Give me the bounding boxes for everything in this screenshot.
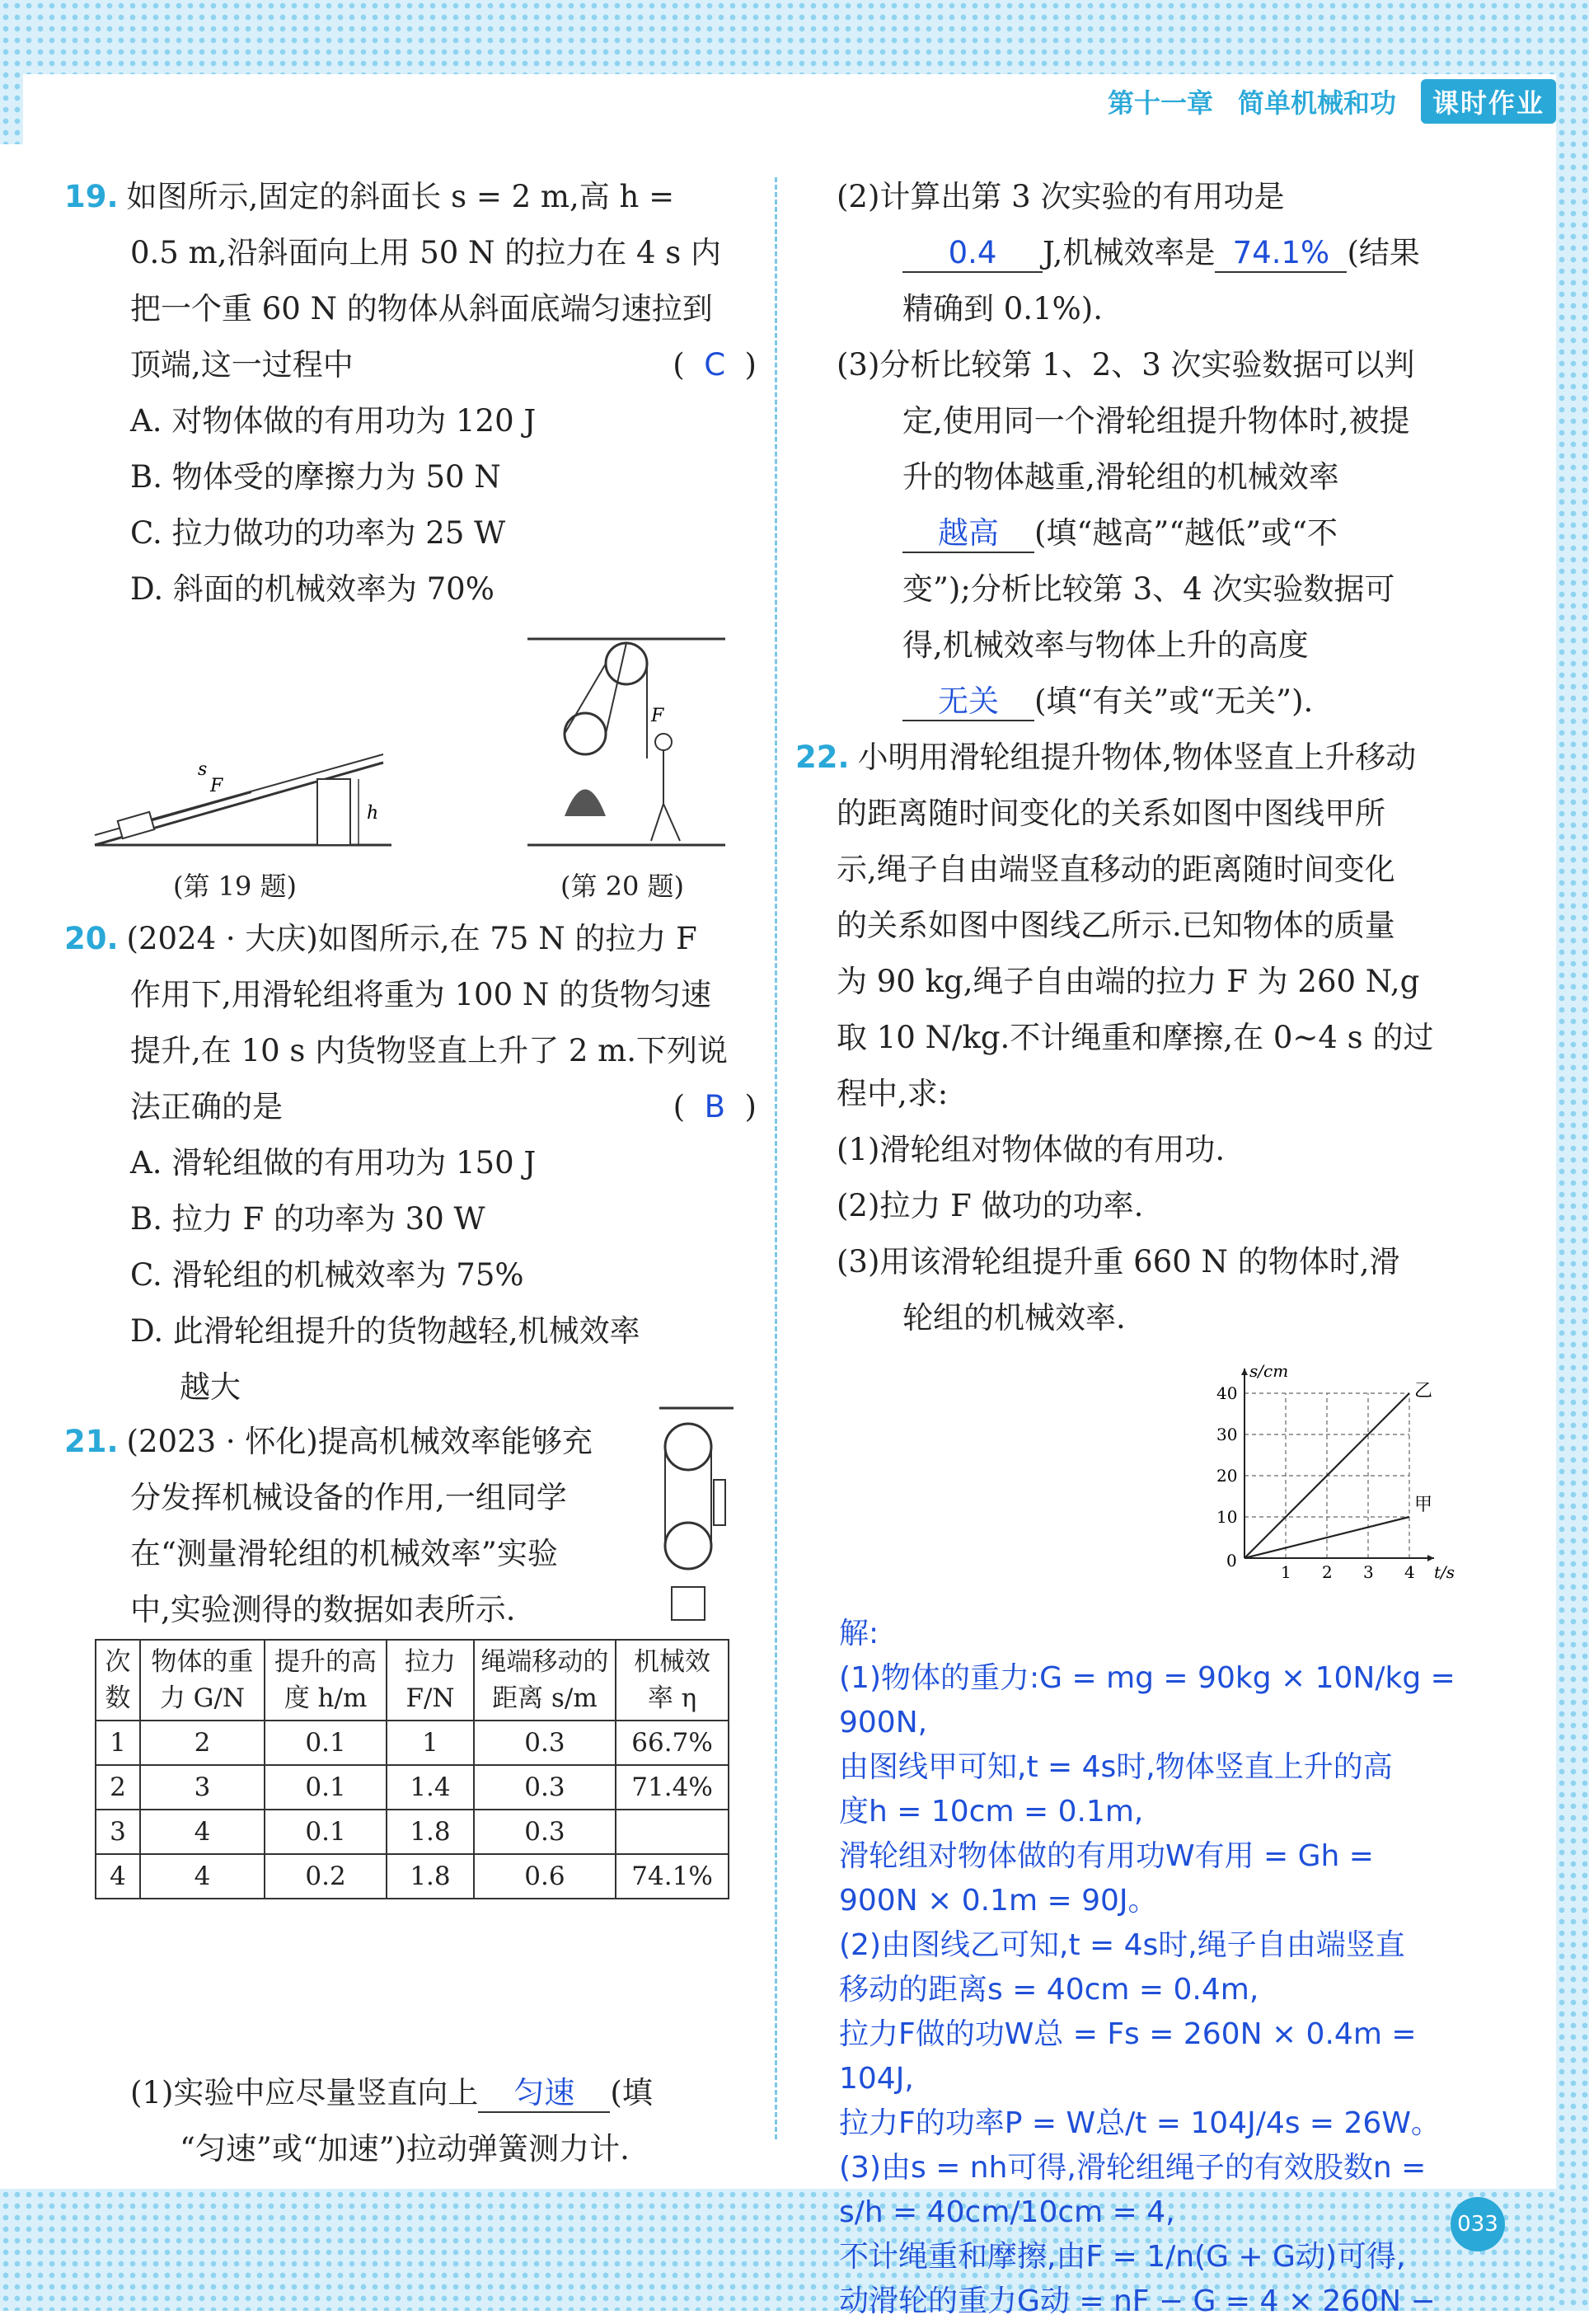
table-cell: 71.4% bbox=[616, 1765, 729, 1810]
table-cell: 2 bbox=[140, 1721, 265, 1765]
solution bbox=[839, 1612, 1490, 2324]
q22-line: 取 10 N/kg.不计绳重和摩擦,在 0~4 s 的过 bbox=[837, 1020, 1434, 1055]
q21-line: (2023 · 怀化)提高机械效率能够充 bbox=[126, 1424, 593, 1459]
svg-text:h: h bbox=[367, 803, 379, 824]
q21-part3-line5: 变”);分析比较第 3、4 次实验数据可 bbox=[902, 571, 1395, 607]
q22-part3: (3)用该滑轮组提升重 660 N 的物体时,滑 bbox=[837, 1244, 1400, 1279]
q20-option-b: B. 拉力 F 的功率为 30 W bbox=[130, 1201, 485, 1237]
table-cell: 0.2 bbox=[265, 1854, 387, 1899]
table-cell: 0.1 bbox=[265, 1810, 387, 1854]
table-cell: 4 bbox=[96, 1854, 140, 1899]
q19-number: 19. bbox=[64, 179, 119, 214]
q21-part3-line1: (3)分析比较第 1、2、3 次实验数据可以判 bbox=[837, 347, 1415, 383]
pulley-setup-figure bbox=[651, 1401, 742, 1632]
q22-line: 的关系如图中图线乙所示.已知物体的质量 bbox=[837, 908, 1395, 943]
page-header bbox=[1108, 78, 1556, 124]
q20-line: (2024 · 大庆)如图所示,在 75 N 的拉力 F bbox=[126, 921, 697, 956]
table-row bbox=[96, 1854, 729, 1899]
table-cell: 0.6 bbox=[474, 1854, 616, 1899]
x-tick-label: 4 bbox=[1404, 1562, 1415, 1582]
table-cell: 74.1% bbox=[616, 1854, 729, 1899]
side-pattern bbox=[1556, 0, 1589, 2311]
series-line bbox=[1244, 1517, 1409, 1558]
solution-line: (3)由s = nh可得,滑轮组绳子的有效股数n = bbox=[839, 2151, 1427, 2185]
solution-line: (2)由图线乙可知,t = 4s时,绳子自由端竖直 bbox=[839, 1928, 1405, 1962]
solution-line: 拉力F的功率P = W总/t = 104J/4s = 26W。 bbox=[839, 2106, 1441, 2140]
q22-line: 的距离随时间变化的关系如图中图线甲所 bbox=[837, 796, 1385, 831]
fig20-caption: (第 20 题) bbox=[560, 871, 685, 902]
q22 bbox=[795, 730, 1496, 1346]
q20-number: 20. bbox=[64, 921, 119, 956]
solution-line: 拉力F做的功W总 = Fs = 260N × 0.4m = bbox=[839, 2017, 1417, 2051]
table-cell: 4 bbox=[140, 1854, 265, 1899]
chapter-label: 第十一章 bbox=[1107, 87, 1213, 119]
y-tick-label: 30 bbox=[1216, 1425, 1238, 1444]
svg-text:F: F bbox=[210, 776, 223, 796]
q21-p3-answer2: 无关 bbox=[902, 683, 1034, 721]
q22-line: 为 90 kg,绳子自由端的拉力 F 为 260 N,g bbox=[837, 964, 1420, 999]
q21-line: 在“测量滑轮组的机械效率”实验 bbox=[130, 1536, 558, 1571]
x-axis-label: t/s bbox=[1434, 1562, 1455, 1582]
left-column bbox=[64, 169, 757, 617]
q21-part1: (1)实验中应尽量竖直向上 匀速 (填 “匀速”或“加速”)拉动弹簧测力计. bbox=[64, 2065, 757, 2177]
solution-line: 104J, bbox=[839, 2062, 914, 2096]
q21-part3-line7: 无关 (填“有关”或“无关”). bbox=[837, 674, 1496, 730]
q21-p1-line2: “匀速”或“加速”)拉动弹簧测力计. bbox=[180, 2131, 630, 2167]
page-number: 033 bbox=[1451, 2197, 1505, 2251]
solution-line: 由图线甲可知,t = 4s时,物体竖直上升的高 bbox=[839, 1750, 1393, 1784]
right-column bbox=[795, 169, 1496, 1346]
q21-number: 21. bbox=[64, 1424, 119, 1459]
table-cell: 66.7% bbox=[616, 1721, 729, 1765]
table-cell: 4 bbox=[140, 1810, 265, 1854]
q21-part3-line2: 定,使用同一个滑轮组提升物体时,被提 bbox=[902, 403, 1410, 439]
q19 bbox=[64, 169, 757, 617]
experiment-table bbox=[95, 1639, 729, 1899]
solution-line: (1)物体的重力:G = mg = 90kg × 10N/kg = bbox=[839, 1661, 1455, 1695]
q19-option-d: D. 斜面的机械效率为 70% bbox=[130, 571, 495, 607]
table-cell: 1.8 bbox=[387, 1854, 474, 1899]
solution-line: 移动的距离s = 40cm = 0.4m, bbox=[839, 1973, 1259, 2007]
solution-line: 不计绳重和摩擦,由F = 1/n(G + G动)可得, bbox=[839, 2240, 1406, 2274]
q20-line: 法正确的是 ( B ) bbox=[130, 1089, 757, 1124]
table-cell: 3 bbox=[140, 1765, 265, 1810]
table-header: 绳端移动的距离 s/m bbox=[474, 1640, 616, 1721]
table-cell: 0.3 bbox=[474, 1765, 616, 1810]
table-cell bbox=[616, 1810, 729, 1854]
x-axis-arrow bbox=[1427, 1555, 1434, 1561]
q19-line: 把一个重 60 N 的物体从斜面底端匀速拉到 bbox=[130, 291, 713, 326]
fig19-caption: (第 19 题) bbox=[173, 871, 298, 902]
origin-label: 0 bbox=[1226, 1551, 1237, 1570]
q19-line: 顶端,这一过程中 ( C ) bbox=[130, 347, 757, 383]
table-cell: 1 bbox=[96, 1721, 140, 1765]
q21-part3-line4: 越高 (填“越高”“越低”或“不 bbox=[837, 505, 1496, 561]
q20-option-d: D. 此滑轮组提升的货物越轻,机械效率 bbox=[130, 1313, 640, 1349]
pulley-figure bbox=[519, 627, 734, 857]
q22-line: 小明用滑轮组提升物体,物体竖直上升移动 bbox=[857, 739, 1417, 775]
x-tick-label: 1 bbox=[1281, 1562, 1291, 1582]
q19-option-c: C. 拉力做功的功率为 25 W bbox=[130, 515, 506, 551]
q22-part3-cont: 轮组的机械效率. bbox=[902, 1300, 1126, 1336]
q20-answer: B bbox=[704, 1089, 726, 1124]
solution-line: 900N, bbox=[839, 1706, 928, 1739]
solution-line: 900N × 0.1m = 90J。 bbox=[839, 1884, 1158, 1918]
table-cell: 1.8 bbox=[387, 1810, 474, 1854]
svg-text:F: F bbox=[651, 706, 664, 726]
q21-part2-line3: 精确到 0.1%). bbox=[902, 291, 1103, 326]
solution-line: 度h = 10cm = 0.1m, bbox=[839, 1795, 1144, 1829]
table-cell: 0.1 bbox=[265, 1765, 387, 1810]
q21-line: 中,实验测得的数据如表所示. bbox=[130, 1592, 516, 1627]
svg-text:s: s bbox=[198, 759, 208, 780]
series-label: 甲 bbox=[1414, 1495, 1433, 1515]
q21-p3-answer1: 越高 bbox=[902, 515, 1034, 553]
q22-part1: (1)滑轮组对物体做的有用功. bbox=[837, 1132, 1226, 1167]
q21-line: 分发挥机械设备的作用,一组同学 bbox=[130, 1480, 567, 1515]
q21-part3-line3: 升的物体越重,滑轮组的机械效率 bbox=[902, 459, 1339, 495]
q20-option-a: A. 滑轮组做的有用功为 150 J bbox=[130, 1145, 537, 1181]
table-cell: 2 bbox=[96, 1765, 140, 1810]
table-row bbox=[96, 1721, 729, 1765]
distance-time-chart bbox=[1203, 1352, 1484, 1591]
solution-line: 滑轮组对物体做的有用功W有用 = Gh = bbox=[839, 1839, 1374, 1873]
table-cell: 1 bbox=[387, 1721, 474, 1765]
table-row bbox=[96, 1765, 729, 1810]
q19-option-b: B. 物体受的摩擦力为 50 N bbox=[130, 459, 501, 495]
table-header: 机械效率 η bbox=[616, 1640, 729, 1721]
x-tick-label: 2 bbox=[1322, 1562, 1333, 1582]
q20-option-c: C. 滑轮组的机械效率为 75% bbox=[130, 1257, 524, 1293]
q22-part2: (2)拉力 F 做功的功率. bbox=[837, 1188, 1144, 1223]
x-tick-label: 3 bbox=[1363, 1562, 1374, 1582]
q22-line: 程中,求: bbox=[837, 1076, 949, 1111]
q22-line: 示,绳子自由端竖直移动的距离随时间变化 bbox=[837, 852, 1395, 887]
table-cell: 0.3 bbox=[474, 1810, 616, 1854]
table-header: 物体的重力 G/N bbox=[140, 1640, 265, 1721]
q21-part2-line2: 0.4 J,机械效率是 74.1% (结果 bbox=[837, 225, 1496, 281]
series-label: 乙 bbox=[1414, 1381, 1433, 1401]
q19-answer: C bbox=[704, 347, 726, 383]
table-header: 提升的高度 h/m bbox=[265, 1640, 387, 1721]
q20-option-d-cont: 越大 bbox=[180, 1369, 241, 1405]
q20-line: 提升,在 10 s 内货物竖直上升了 2 m.下列说 bbox=[130, 1033, 729, 1068]
q20-line: 作用下,用滑轮组将重为 100 N 的货物匀速 bbox=[130, 977, 712, 1012]
solution-line: 动滑轮的重力G动 = nF − G = 4 × 260N − bbox=[839, 2284, 1436, 2318]
table-header: 次数 bbox=[96, 1640, 140, 1721]
table-cell: 3 bbox=[96, 1810, 140, 1854]
y-tick-label: 20 bbox=[1216, 1466, 1238, 1486]
y-tick-label: 10 bbox=[1216, 1507, 1238, 1527]
q21-part2: (2)计算出第 3 次实验的有用功是 bbox=[837, 179, 1285, 214]
incline-figure bbox=[87, 730, 400, 853]
q22-number: 22. bbox=[795, 739, 850, 775]
q21-p2-answer1: 0.4 bbox=[902, 235, 1043, 273]
q21 bbox=[64, 1414, 658, 1638]
q20 bbox=[64, 911, 757, 1416]
q21-p1-answer: 匀速 bbox=[478, 2075, 610, 2113]
q19-line: 0.5 m,沿斜面向上用 50 N 的拉力在 4 s 内 bbox=[130, 235, 722, 270]
logo: 课时作业 bbox=[1421, 79, 1556, 124]
solution-line: 解: bbox=[839, 1617, 879, 1650]
q21-part3-line6: 得,机械效率与物体上升的高度 bbox=[902, 627, 1309, 663]
y-tick-label: 40 bbox=[1216, 1383, 1238, 1403]
y-axis-arrow bbox=[1241, 1369, 1248, 1375]
chapter-title: 简单机械和功 bbox=[1237, 87, 1396, 119]
table-header: 拉力 F/N bbox=[387, 1640, 474, 1721]
q21-p2-answer2: 74.1% bbox=[1215, 235, 1347, 273]
q19-option-a: A. 对物体做的有用功为 120 J bbox=[130, 403, 537, 439]
q19-line: 如图所示,固定的斜面长 s = 2 m,高 h = bbox=[126, 179, 675, 214]
column-divider bbox=[775, 177, 777, 2139]
table-cell: 0.3 bbox=[474, 1721, 616, 1765]
solution-line: s/h = 40cm/10cm = 4, bbox=[839, 2195, 1175, 2229]
table-cell: 1.4 bbox=[387, 1765, 474, 1810]
table-row bbox=[96, 1810, 729, 1854]
table-cell: 0.1 bbox=[265, 1721, 387, 1765]
table-header-row bbox=[96, 1640, 729, 1721]
y-axis-label: s/cm bbox=[1249, 1361, 1289, 1381]
